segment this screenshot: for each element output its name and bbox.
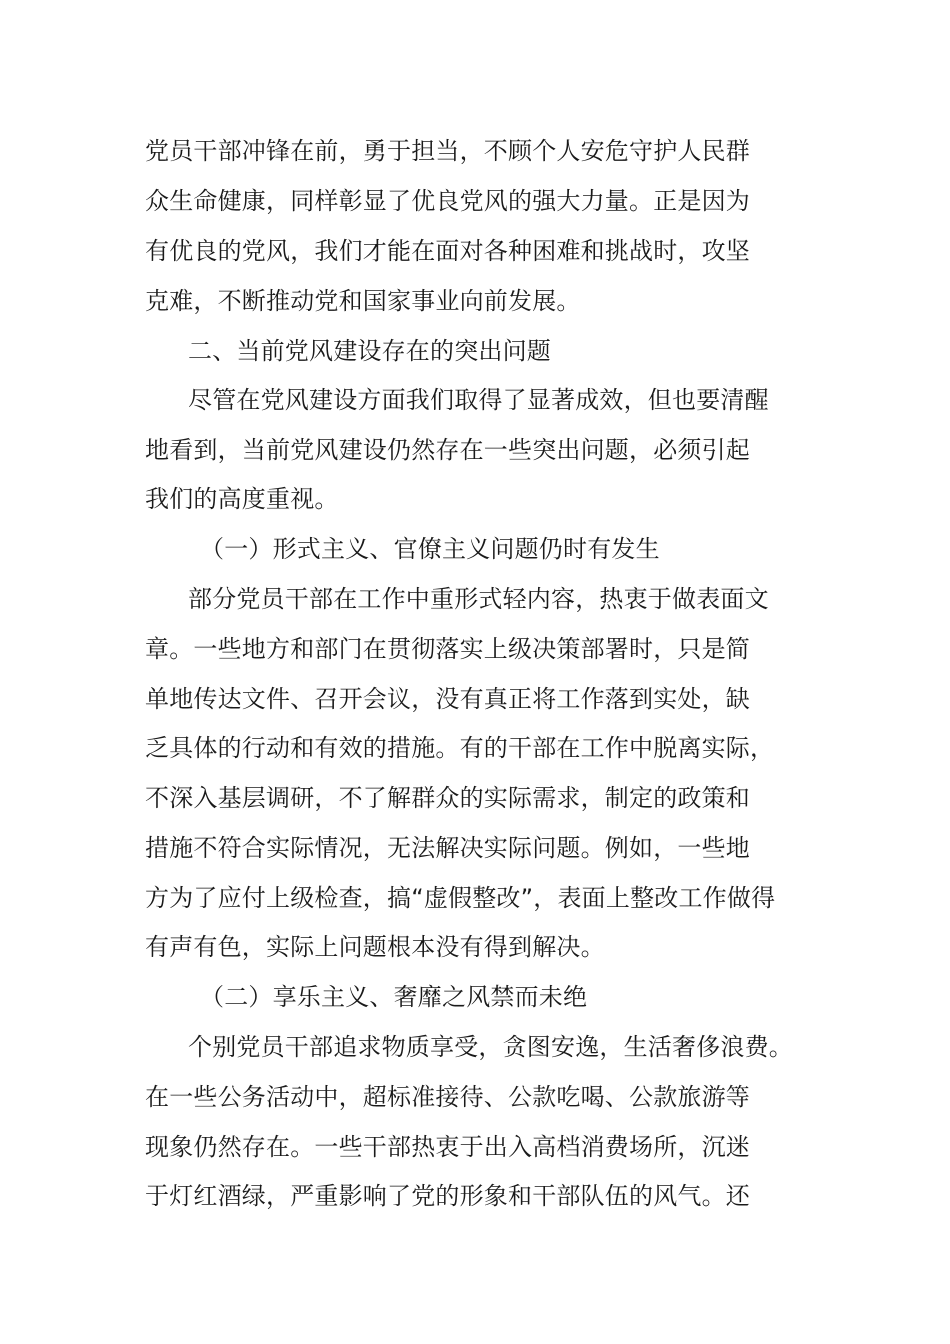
paragraph-line: 个别党员干部追求物质享受，贪图安逸，生活奢侈浪费。 <box>188 1033 793 1061</box>
section-heading: 二、当前党风建设存在的突出问题 <box>188 337 551 365</box>
paragraph-line: 措施不符合实际情况，无法解决实际问题。例如，一些地 <box>145 834 750 862</box>
paragraph-line: 克难，不断推动党和国家事业向前发展。 <box>145 287 581 315</box>
paragraph-line: 有优良的党风，我们才能在面对各种困难和挑战时，攻坚 <box>145 237 750 265</box>
paragraph-line: 章。一些地方和部门在贯彻落实上级决策部署时，只是简 <box>145 635 750 663</box>
paragraph-line: 单地传达文件、召开会议，没有真正将工作落到实处，缺 <box>145 685 750 713</box>
paragraph-line: 有声有色，实际上问题根本没有得到解决。 <box>145 933 605 961</box>
paragraph-line: 在一些公务活动中，超标准接待、公款吃喝、公款旅游等 <box>145 1083 750 1111</box>
paragraph-line: 乏具体的行动和有效的措施。有的干部在工作中脱离实际， <box>145 734 775 762</box>
subsection-heading: （一）形式主义、官僚主义问题仍时有发生 <box>200 535 660 563</box>
paragraph-line: 尽管在党风建设方面我们取得了显著成效，但也要清醒 <box>188 386 769 414</box>
paragraph-line: 于灯红酒绿，严重影响了党的形象和干部队伍的风气。还 <box>145 1182 750 1210</box>
paragraph-line: 方为了应付上级检查，搞“虚假整改”，表面上整改工作做得 <box>145 884 776 912</box>
paragraph-line: 党员干部冲锋在前，勇于担当，不顾个人安危守护人民群 <box>145 137 750 165</box>
paragraph-line: 众生命健康，同样彰显了优良党风的强大力量。正是因为 <box>145 187 750 215</box>
paragraph-line: 不深入基层调研，不了解群众的实际需求，制定的政策和 <box>145 784 750 812</box>
subsection-heading: （二）享乐主义、奢靡之风禁而未绝 <box>200 983 588 1011</box>
paragraph-line: 我们的高度重视。 <box>145 485 339 513</box>
paragraph-line: 部分党员干部在工作中重形式轻内容，热衷于做表面文 <box>188 585 769 613</box>
paragraph-line: 地看到，当前党风建设仍然存在一些突出问题，必须引起 <box>145 436 750 464</box>
paragraph-line: 现象仍然存在。一些干部热衷于出入高档消费场所，沉迷 <box>145 1133 750 1161</box>
